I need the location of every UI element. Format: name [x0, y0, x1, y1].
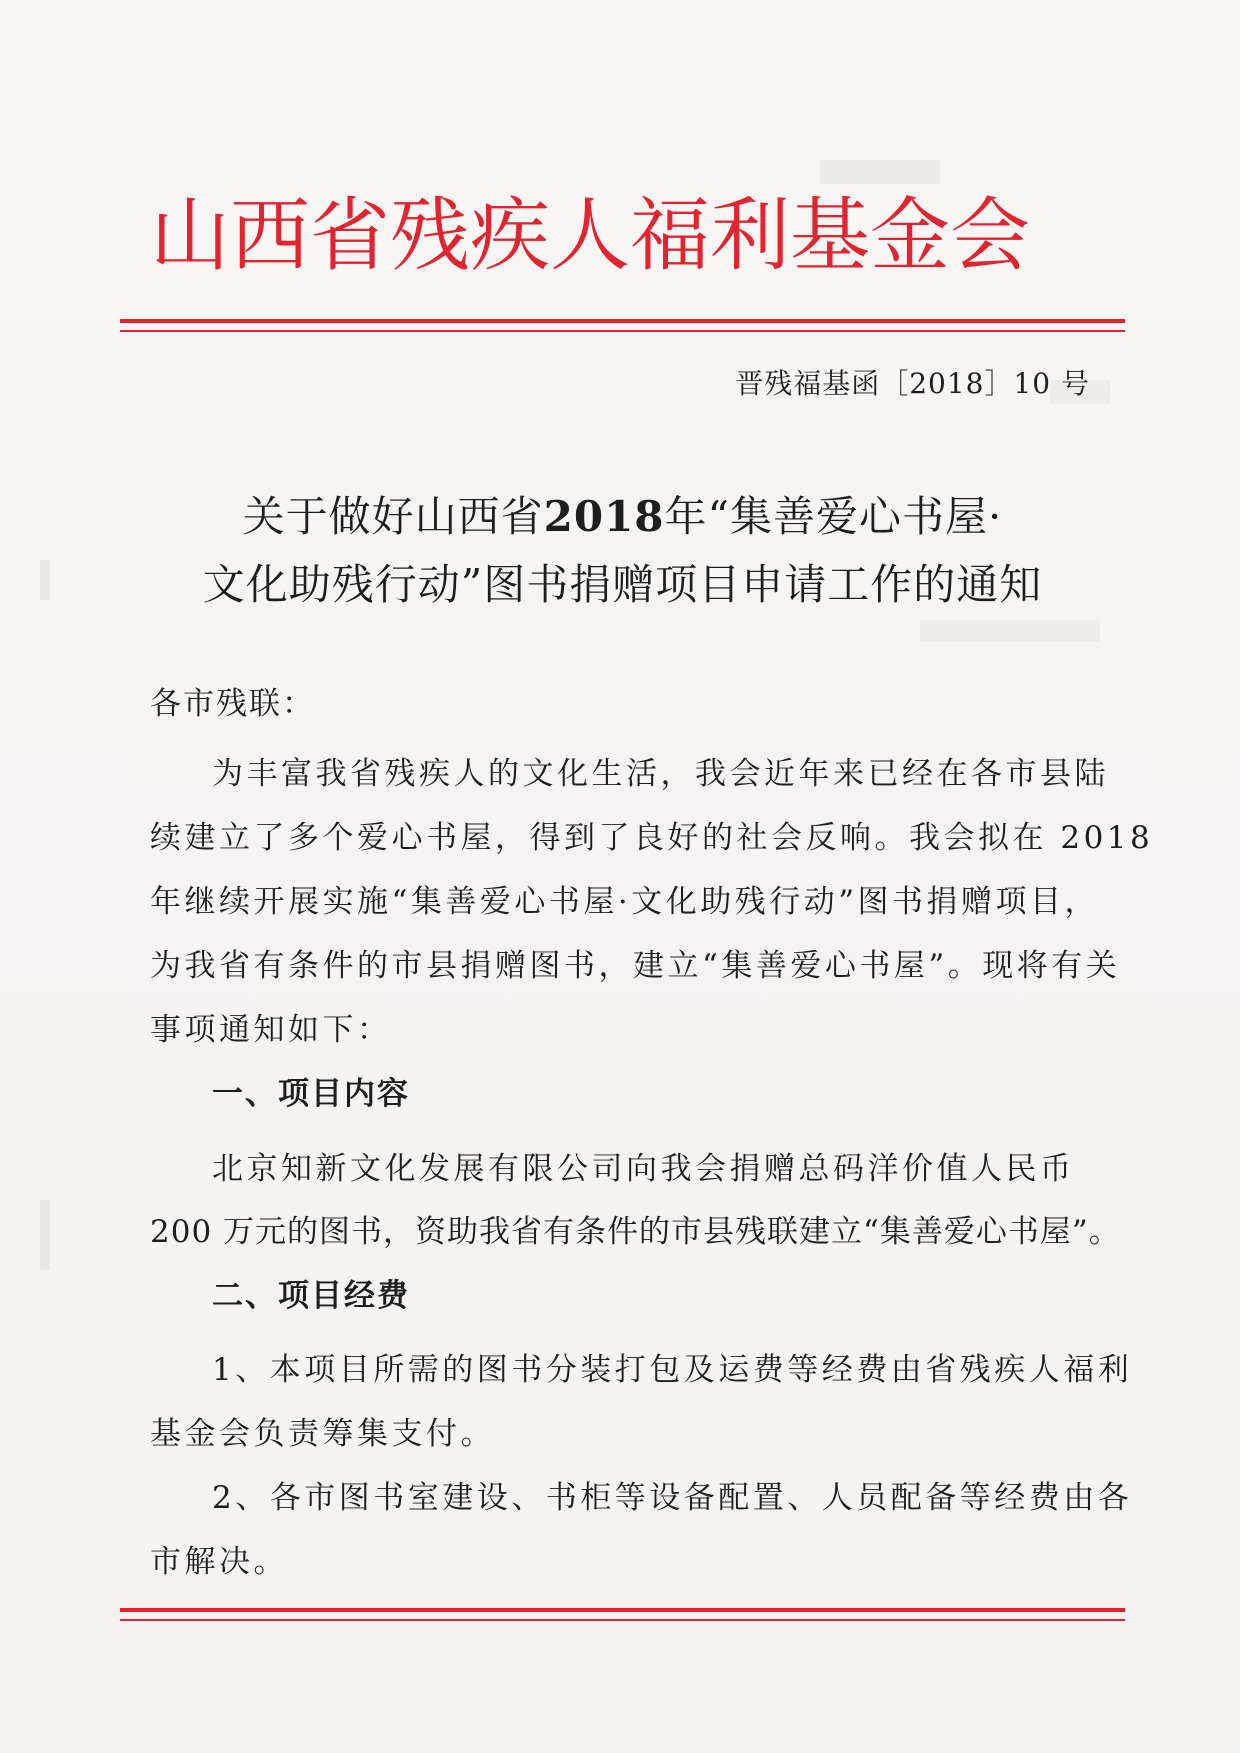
intro-line: 年继续开展实施“集善爱心书屋·文化助残行动”图书捐赠项目， [150, 884, 1100, 920]
title-line-1-suffix: 年“集善爱心书屋· [664, 492, 1003, 541]
section1-line: 200 万元的图书，资助我省有条件的市县残联建立“集善爱心书屋”。 [150, 1214, 1121, 1250]
letterhead-organization: 山西省残疾人福利基金会 [150, 189, 1030, 282]
title-line-1-prefix: 关于做好山西省 [242, 492, 544, 541]
intro-line: 为丰富我省残疾人的文化生活，我会近年来已经在各市县陆 [212, 756, 1109, 792]
intro-line: 为我省有条件的市县捐赠图书，建立“集善爱心书屋”。现将有关 [150, 948, 1121, 984]
section-heading-1: 一、项目内容 [212, 1076, 410, 1112]
binding-mark [40, 1200, 50, 1270]
binding-mark [40, 560, 50, 600]
section2-line: 1、本项目所需的图书分装打包及运费等经费由省残疾人福利 [212, 1352, 1133, 1388]
document-title-line-2: 文化助残行动”图书捐赠项目申请工作的通知 [202, 560, 1043, 609]
document-number: 晋残福基函［2018］10 号 [735, 367, 1090, 400]
footer-rule-thin [120, 1619, 1125, 1621]
intro-line: 事项通知如下： [150, 1012, 392, 1048]
title-line-1-year: 2018 [543, 492, 665, 541]
section2-line: 市解决。 [150, 1544, 288, 1580]
bleed-through-mark [820, 160, 940, 184]
letterhead-rule-thick [120, 319, 1125, 323]
document-title-line-1 [120, 485, 1125, 549]
footer-rule-thick [120, 1608, 1125, 1612]
section1-line: 北京知新文化发展有限公司向我会捐赠总码洋价值人民币 [212, 1151, 1075, 1187]
bleed-through-mark [920, 620, 1100, 642]
section-heading-2: 二、项目经费 [212, 1278, 410, 1314]
intro-line: 续建立了多个爱心书屋，得到了良好的社会反响。我会拟在 2018 [150, 820, 1154, 856]
section2-line: 2、各市图书室建设、书柜等设备配置、人员配备等经费由各 [212, 1480, 1133, 1516]
salutation: 各市残联： [150, 686, 315, 722]
section2-line: 基金会负责筹集支付。 [150, 1416, 495, 1452]
letterhead-rule-thin [120, 330, 1125, 332]
